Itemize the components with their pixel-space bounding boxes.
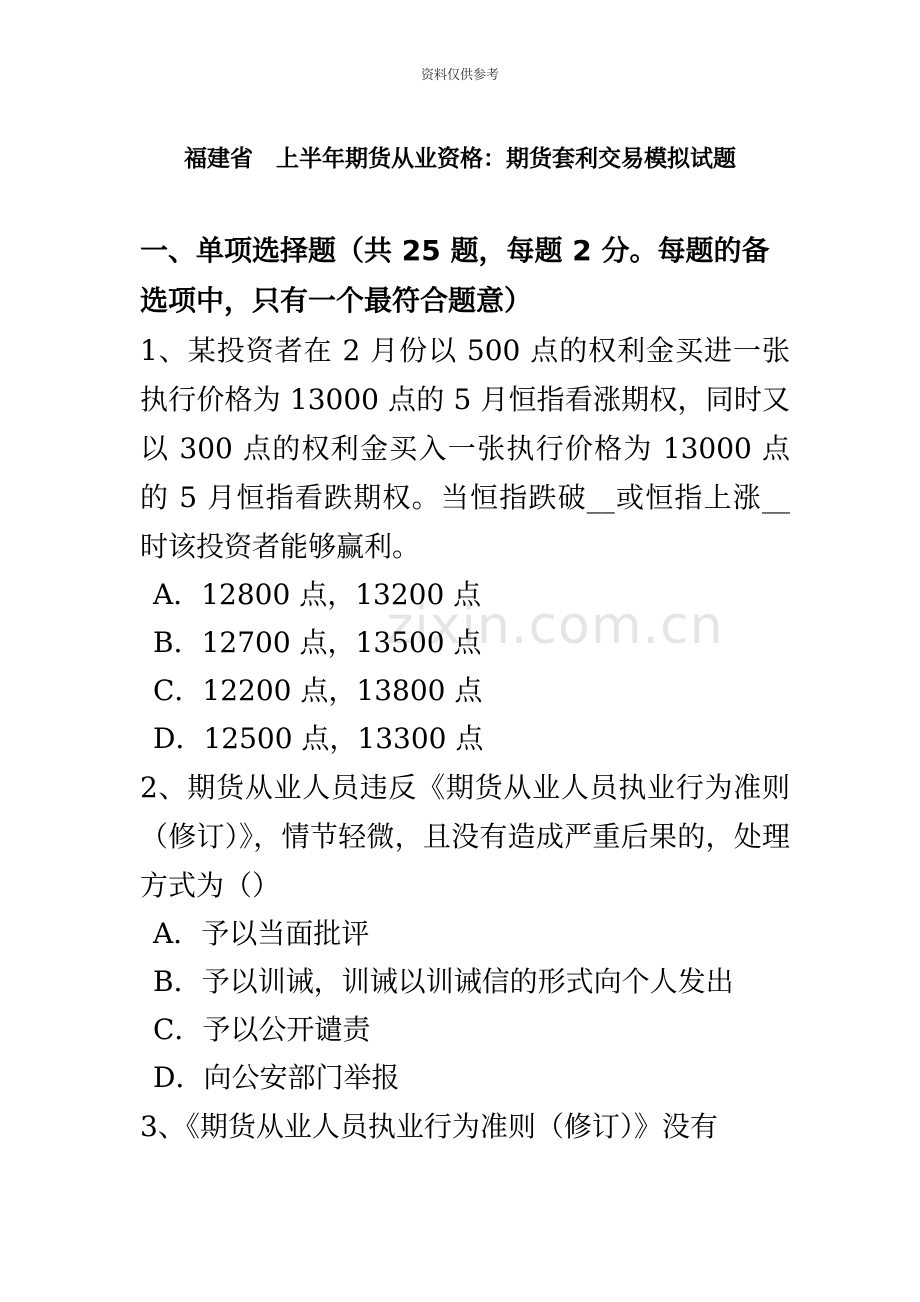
question-1-option-a: A．12800 点，13200 点 (153, 578, 482, 611)
question-1-option-c: C．12200 点，13800 点 (153, 674, 483, 707)
section-heading: 一、单项选择题（共 25 题，每题 2 分。每题的备选项中，只有一个最符合题意） (140, 234, 770, 317)
document-title: 福建省 上半年期货从业资格：期货套利交易模拟试题 (184, 146, 736, 172)
question-1-option-d: D．12500 点，13300 点 (153, 722, 484, 755)
document-body (140, 206, 790, 1151)
question-2-text: 2、期货从业人员违反《期货从业人员执业行为准则（修订）》，情节轻微，且没有造成严重后果的，处理方式为（） (140, 771, 790, 902)
header-note: 资料仅供参考 (420, 68, 499, 83)
question-2-option-c: C．予以公开谴责 (153, 1013, 371, 1046)
question-1-option-b: B．12700 点，13500 点 (153, 626, 482, 659)
question-3-text: 3、《期货从业人员执业行为准则（修订）》没有 (140, 1110, 718, 1143)
watermark: zixin.com.cn (386, 596, 724, 656)
question-2-option-b: B．予以训诫，训诫以训诫信的形式向个人发出 (153, 965, 734, 998)
question-2-option-a: A．予以当面批评 (153, 917, 370, 950)
question-1-text: 1、某投资者在 2 月份以 500 点的权利金买进一张执行价格为 13000 点的 5 月恒指看涨期权，同时又以 300 点的权利金买入一张执行价格为 13000 点的 5 月恒指看跌期权。当恒指跌破__或恒指上涨__时该投资者能够赢利。 (140, 334, 790, 563)
question-2-option-d: D．向公安部门举报 (153, 1061, 400, 1094)
